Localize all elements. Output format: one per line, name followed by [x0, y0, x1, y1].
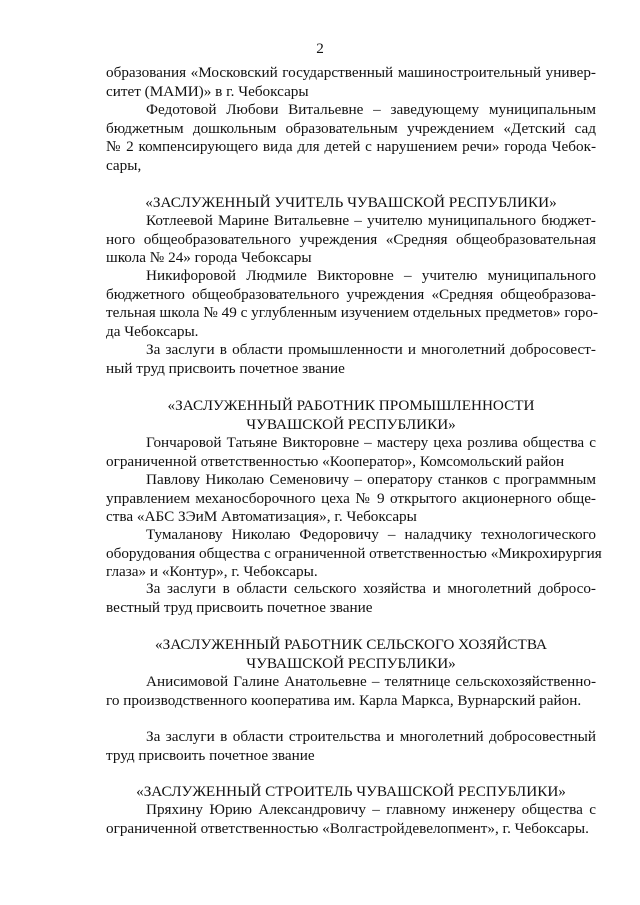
text-line: За заслуги в области сельского хозяйства и многолетний добросо-	[146, 580, 596, 597]
honorary-title-agriculture	[106, 636, 596, 673]
text-line: сары,	[106, 156, 142, 174]
text-line: глаза» и «Контур», г. Чебоксары.	[106, 563, 318, 580]
text-line: труд присвоить почетное звание	[106, 746, 315, 764]
paragraph-fedotova	[106, 101, 596, 175]
heading-line: «ЗАСЛУЖЕННЫЙ РАБОТНИК СЕЛЬСКОГО ХОЗЯЙСТВА	[155, 636, 547, 653]
paragraph-nikiforova	[106, 267, 599, 341]
text-line: ный труд присвоить почетное звание	[106, 359, 345, 377]
text-line: ограниченной ответственностью «Кооператор», Комсомольский район	[106, 452, 565, 470]
text-line: Пряхину Юрию Александровичу – главному инженеру общества с	[146, 801, 596, 818]
paragraph-pryakhin	[106, 801, 596, 838]
text-line: Котлеевой Марине Витальевне – учителю муниципального бюджет-	[146, 212, 596, 229]
text-line: бюджетным дошкольным образовательным учреждением «Детский сад	[106, 119, 596, 137]
heading-line: «ЗАСЛУЖЕННЫЙ РАБОТНИК ПРОМЫШЛЕННОСТИ	[167, 397, 535, 414]
text-line: ограниченной ответственностью «Волгастройдевелопмент», г. Чебоксары.	[106, 819, 589, 837]
text-line: Павлову Николаю Семеновичу – оператору станков с программным	[146, 471, 596, 488]
text-line: Тумаланову Николаю Федоровичу – наладчику технологического	[146, 526, 596, 543]
honorary-title-industry	[106, 397, 596, 434]
heading-line: «ЗАСЛУЖЕННЫЙ СТРОИТЕЛЬ ЧУВАШСКОЙ РЕСПУБЛИКИ»	[136, 783, 566, 800]
paragraph-industry-award	[106, 341, 596, 378]
honorary-title-teacher	[106, 194, 596, 213]
text-line: Гончаровой Татьяне Викторовне – мастеру цеха розлива общества с	[146, 434, 596, 451]
text-line: Анисимовой Галине Анатольевне – телятнице сельскохозяйственно-	[146, 673, 596, 690]
paragraph-anisimova	[106, 673, 596, 710]
text-line: бюджетного общеобразовательного учреждения «Средняя общеобразова-	[106, 285, 596, 303]
paragraph-kotleeva	[106, 212, 596, 268]
paragraph-goncharova	[106, 434, 596, 471]
text-line: Федотовой Любови Витальевне – заведующему муниципальным	[146, 101, 596, 118]
paragraph-agriculture-award	[106, 580, 596, 617]
text-line: ного общеобразовательного учреждения «Средняя общеобразовательная	[106, 230, 596, 248]
text-line: вестный труд присвоить почетное звание	[106, 598, 373, 616]
text-line: ства «АБС ЗЭиМ Автоматизация», г. Чебоксары	[106, 508, 417, 525]
text-line: За заслуги в области промышленности и многолетний добросовест-	[146, 341, 596, 358]
text-line: Никифоровой Людмиле Викторовне – учителю муниципального	[146, 267, 596, 284]
text-line: да Чебоксары.	[106, 322, 199, 340]
text-line: № 2 компенсирующего вида для детей с нарушением речи» города Чебок-	[106, 138, 596, 155]
heading-line: ЧУВАШСКОЙ РЕСПУБЛИКИ»	[246, 415, 456, 433]
paragraph-pavlov	[106, 471, 596, 527]
text-line: оборудования общества с ограниченной ответственностью «Микрохирургия	[106, 544, 602, 562]
text-line: За заслуги в области строительства и многолетний добросовестный	[146, 728, 596, 745]
text-line: образования «Московский государственный машиностроительный универ-	[106, 64, 596, 81]
paragraph-construction-award	[106, 728, 596, 765]
heading-line: «ЗАСЛУЖЕННЫЙ УЧИТЕЛЬ ЧУВАШСКОЙ РЕСПУБЛИКИ»	[145, 194, 557, 211]
text-line: тельная школа № 49 с углубленным изучением отдельных предметов» горо-	[106, 304, 599, 321]
heading-line: ЧУВАШСКОЙ РЕСПУБЛИКИ»	[246, 654, 456, 672]
page-number: 2	[316, 40, 324, 57]
text-line: управлением механосборочного цеха № 9 открытого акционерного обще-	[106, 489, 596, 507]
text-line: ситет (МАМИ)» в г. Чебоксары	[106, 82, 309, 100]
text-line: го производственного кооператива им. Карла Маркса, Вурнарский район.	[106, 691, 582, 709]
paragraph-tumalanov	[106, 526, 602, 582]
honorary-title-builder	[106, 783, 596, 802]
text-line: школа № 24» города Чебоксары	[106, 249, 312, 266]
paragraph-mami-continuation	[106, 64, 596, 101]
